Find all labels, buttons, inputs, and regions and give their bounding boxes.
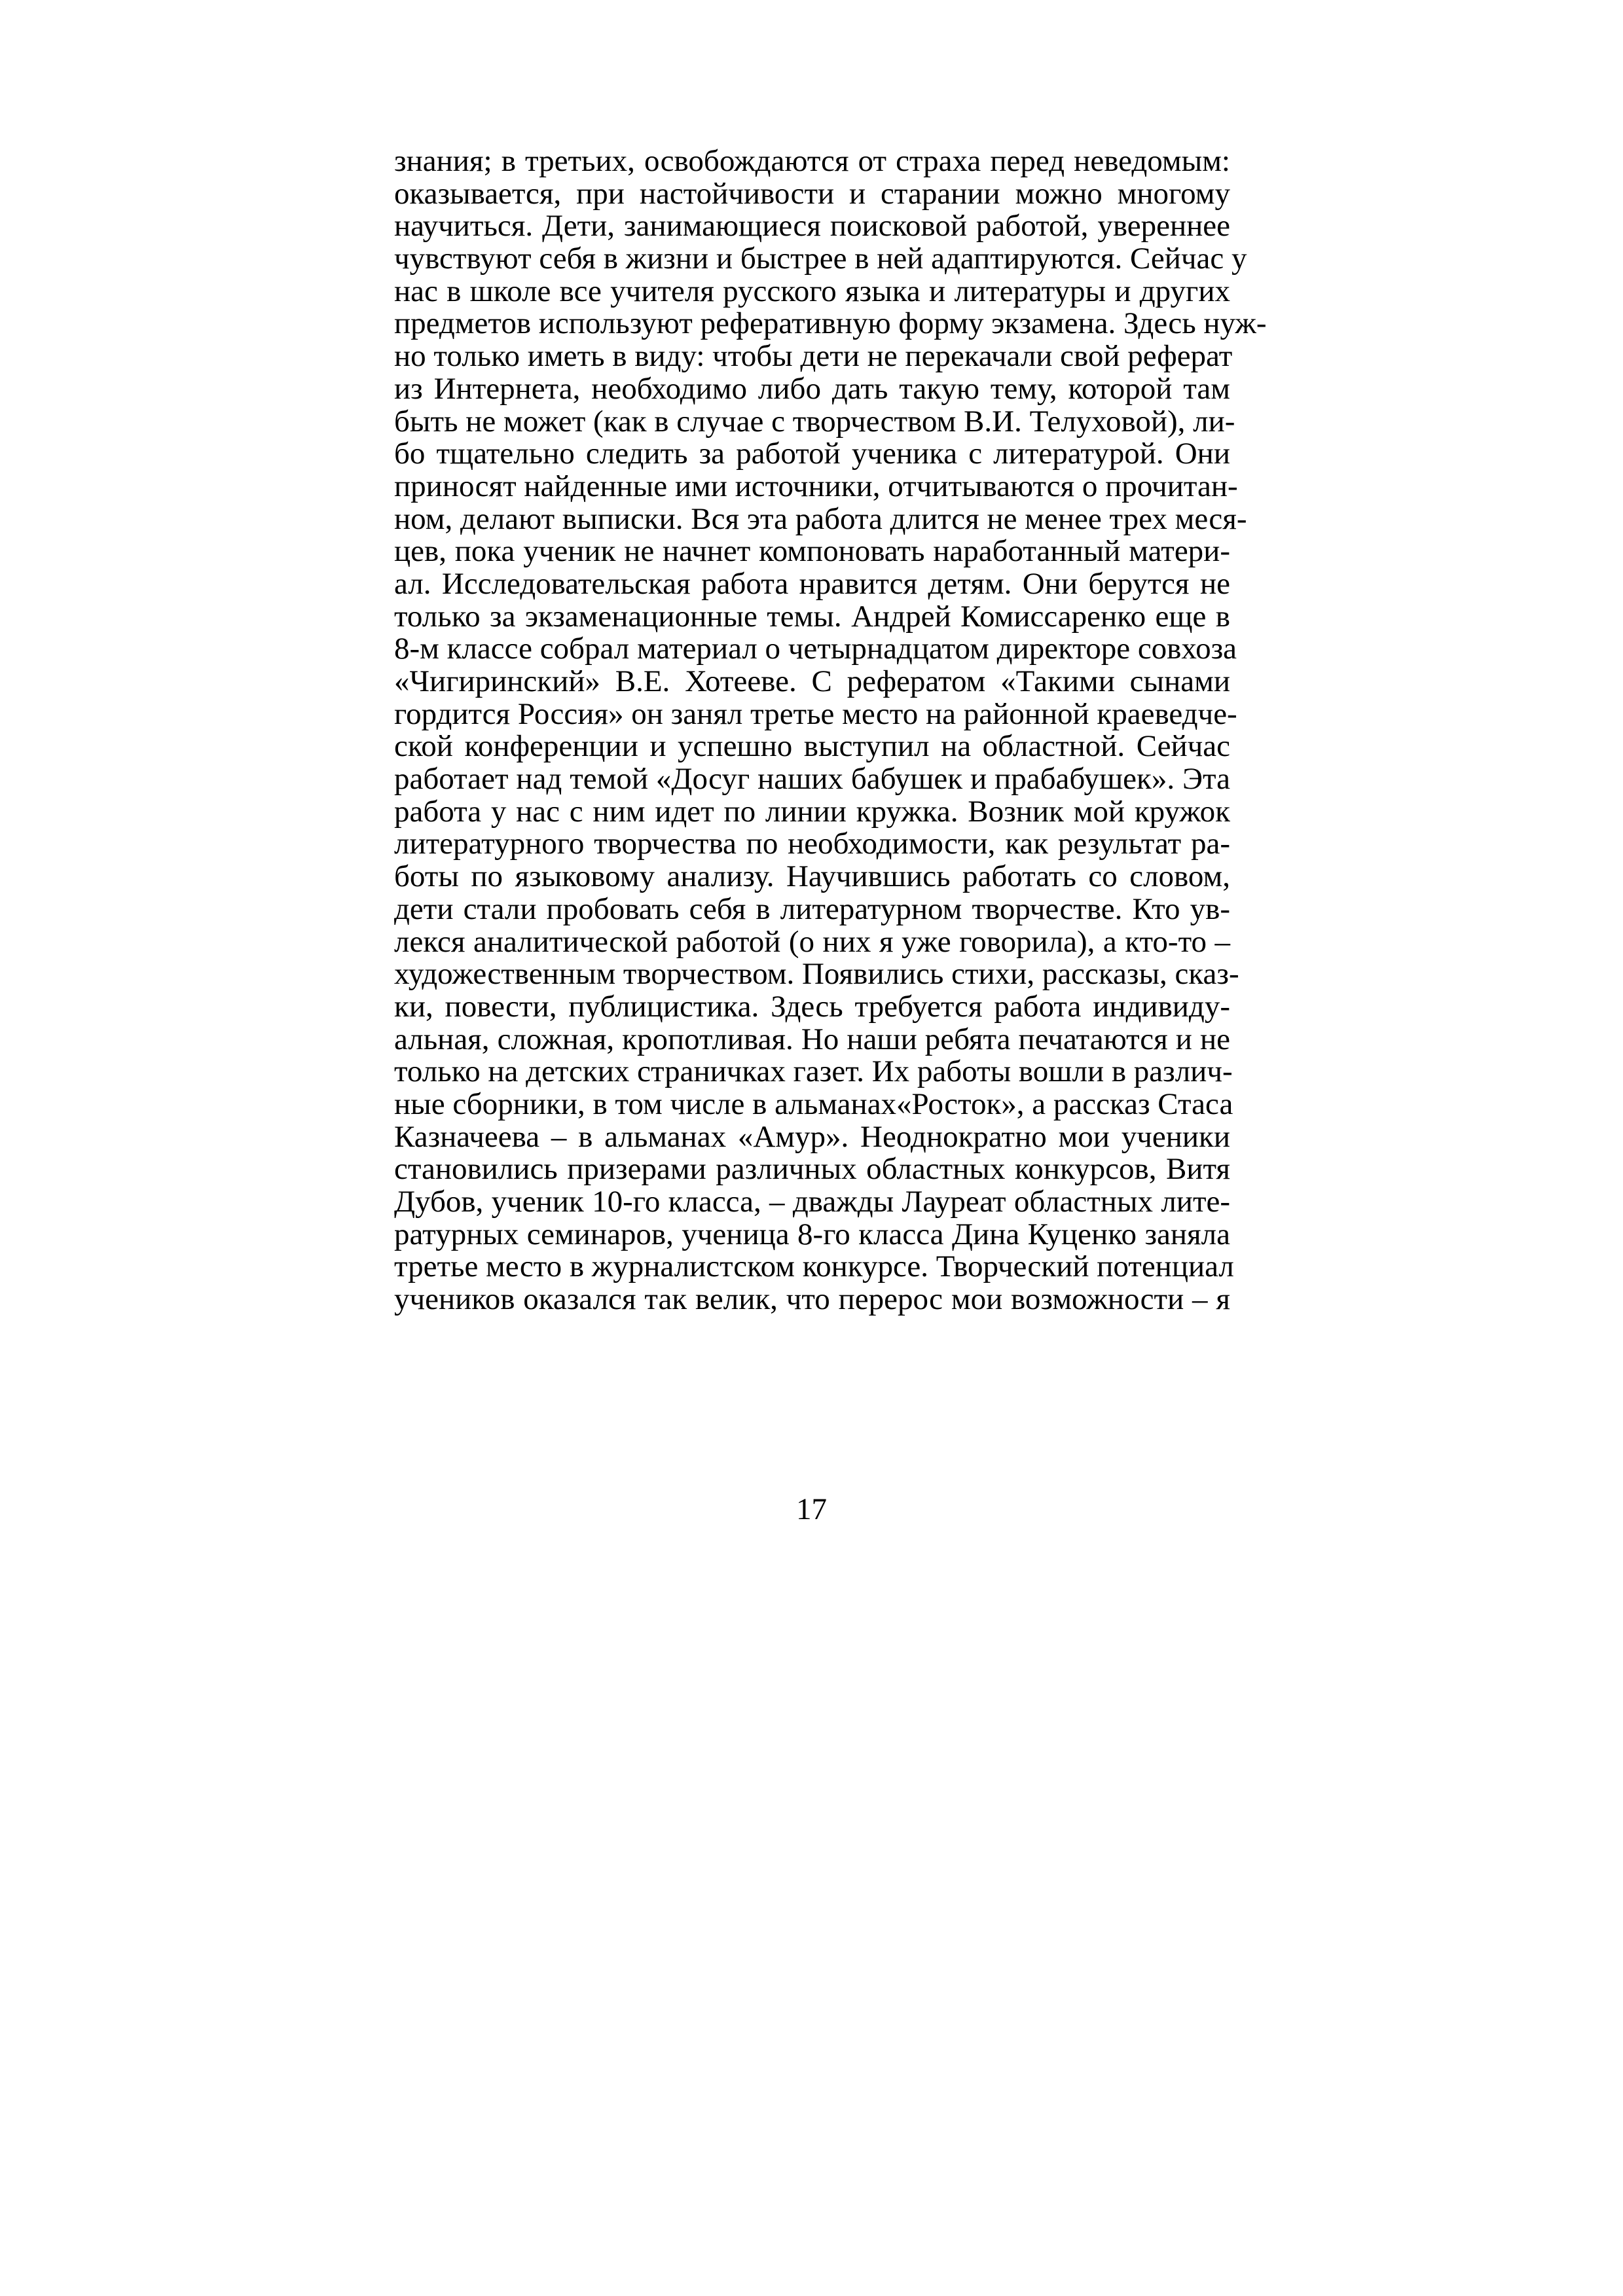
text-line: предметов используют реферативную форму экзамена. Здесь нуж- (394, 306, 1267, 341)
body-text (394, 144, 1267, 1317)
text-line: боты по языковому анализу. Научившись работать со словом, (394, 859, 1230, 894)
text-line: нас в школе все учителя русского языка и литературы и других (394, 274, 1230, 308)
text-line: ки, повести, публицистика. Здесь требуется работа индивиду- (394, 989, 1230, 1024)
text-line: учеников оказался так велик, что перерос мои возможности – я (394, 1282, 1230, 1317)
text-line: оказывается, при настойчивости и старании можно многому (394, 176, 1230, 211)
text-line: литературного творчества по необходимости, как результат ра- (394, 827, 1230, 861)
text-line: только на детских страничках газет. Их работы вошли в различ- (394, 1054, 1233, 1089)
text-line: из Интернета, необходимо либо дать такую тему, которой там (394, 371, 1230, 406)
text-line: чувствуют себя в жизни и быстрее в ней адаптируются. Сейчас у (394, 242, 1247, 276)
text-line: ные сборники, в том числе в альманах«Росток», а рассказ Стаса (394, 1086, 1233, 1121)
text-line: Казначеева – в альманах «Амур». Неоднократно мои ученики (394, 1119, 1230, 1154)
text-line: Дубов, ученик 10-го класса, – дважды Лауреат областных лите- (394, 1185, 1230, 1219)
text-line: третье место в журналистском конкурсе. Творческий потенциал (394, 1249, 1234, 1284)
text-line: работает над темой «Досуг наших бабушек и прабабушек». Эта (394, 762, 1230, 797)
text-line: быть не может (как в случае с творчеством В.И. Телуховой), ли- (394, 404, 1235, 439)
text-line: альная, сложная, кропотливая. Но наши ребята печатаются и не (394, 1022, 1230, 1056)
text-line: приносят найденные ими источники, отчитываются о прочитан- (394, 469, 1238, 503)
text-line: дети стали пробовать себя в литературном творчестве. Кто ув- (394, 891, 1230, 926)
text-line: ном, делают выписки. Вся эта работа длится не менее трех меся- (394, 501, 1247, 536)
text-line: бо тщательно следить за работой ученика с литературой. Они (394, 437, 1230, 471)
text-line: ратурных семинаров, ученица 8-го класса Дина Куценко заняла (394, 1217, 1230, 1251)
text-line: но только иметь в виду: чтобы дети не перекачали свой реферат (394, 339, 1233, 374)
text-line: только за экзаменационные темы. Андрей Комиссаренко еще в (394, 599, 1230, 634)
text-line: 8-м классе собрал материал о четырнадцатом директоре совхоза (394, 632, 1237, 666)
text-line: цев, пока ученик не начнет компоновать наработанный матери- (394, 534, 1230, 569)
page-number: 17 (796, 1492, 827, 1526)
text-line: ал. Исследовательская работа нравится детям. Они берутся не (394, 566, 1230, 601)
text-line: становились призерами различных областных конкурсов, Витя (394, 1152, 1230, 1187)
text-line: научиться. Дети, занимающиеся поисковой работой, увереннее (394, 209, 1230, 243)
text-line: лекся аналитической работой (о них я уже говорила), а кто-то – (394, 924, 1230, 959)
text-line: «Чигиринский» В.Е. Хотееве. С рефератом «Такими сынами (394, 664, 1230, 698)
text-line: гордится Россия» он занял третье место на районной краеведче- (394, 696, 1237, 731)
text-line: ской конференции и успешно выступил на областной. Сейчас (394, 729, 1230, 764)
text-line: знания; в третьих, освобождаются от страха перед неведомым: (394, 144, 1230, 178)
text-line: работа у нас с ним идет по линии кружка. Возник мой кружок (394, 794, 1230, 829)
text-line: художественным творчеством. Появились стихи, рассказы, сказ- (394, 957, 1239, 992)
